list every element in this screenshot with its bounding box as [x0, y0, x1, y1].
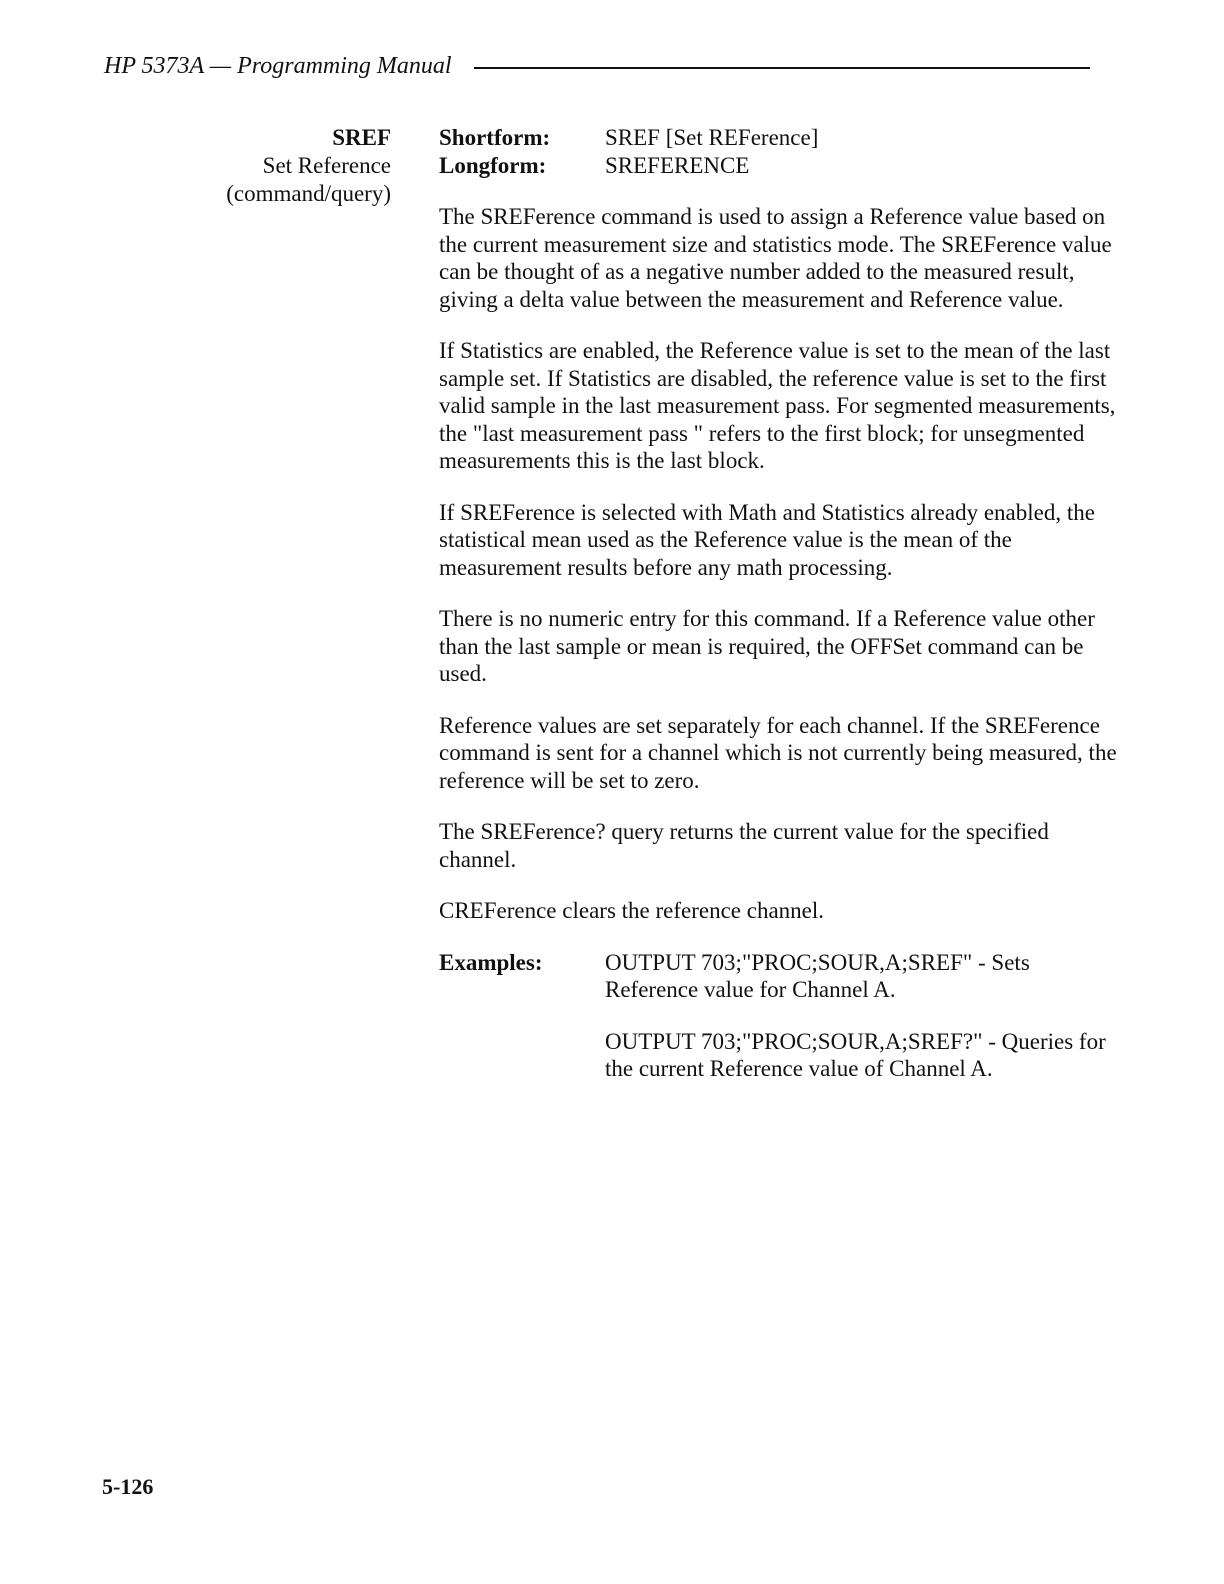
command-sidebar — [160, 124, 391, 208]
paragraph: CREFerence clears the reference channel. — [439, 898, 825, 923]
manual-title: HP 5373A — Programming Manual — [104, 52, 452, 79]
paragraph: There is no numeric entry for this command. If a Reference value other than the last sample or mean is required, the OFFSet command can be used. — [439, 606, 1095, 686]
shortform-row — [439, 124, 1119, 152]
paragraph: The SREFerence? query returns the current value for the specified channel. — [439, 819, 1049, 872]
paragraph: Reference values are set separately for each channel. If the SREFerence command is sent for a channel which is not currently being measured, the reference will be set to zero. — [439, 712, 1117, 793]
examples-list — [605, 949, 1119, 1107]
command-name: Set Reference — [262, 153, 391, 178]
command-forms — [439, 124, 1119, 179]
command-mnemonic: SREF — [332, 125, 391, 150]
examples-label: Examples: — [439, 949, 543, 975]
paragraph: The SREFerence command is used to assign a Reference value based on the current measurement size and statistics mode. The SREFerence value can be thought of as a negative number added to the measured result, giving a delta value between the measurement and Reference value. — [439, 204, 1112, 312]
command-description — [439, 124, 1119, 1107]
shortform-label: Shortform: — [439, 125, 551, 150]
longform-value: SREFERENCE — [605, 152, 750, 178]
command-type: (command/query) — [226, 181, 391, 206]
page-number: 5-126 — [102, 1474, 154, 1499]
longform-label: Longform: — [439, 152, 547, 178]
examples-section — [439, 949, 1119, 1107]
page-header — [104, 50, 1090, 82]
shortform-value: SREF [Set REFerence] — [605, 125, 819, 150]
longform-row — [439, 152, 1119, 180]
paragraph: If SREFerence is selected with Math and Statistics already enabled, the statistical mean used as the Reference value is the mean of the measurement results before any math processing. — [439, 499, 1095, 580]
example-item: OUTPUT 703;"PROC;SOUR,A;SREF?" - Queries for the current Reference value of Channel A. — [605, 1028, 1106, 1081]
header-rule — [474, 67, 1090, 69]
example-item: OUTPUT 703;"PROC;SOUR,A;SREF" - Sets Reference value for Channel A. — [605, 949, 1030, 1002]
paragraph: If Statistics are enabled, the Reference value is set to the mean of the last sample set. If Statistics are disabled, the reference value is set to the first valid sample in the last measurement pass. For segmented measurements, the "last measurement pass " refers to the first block; for unsegmented measurements this is the last block. — [439, 338, 1116, 473]
